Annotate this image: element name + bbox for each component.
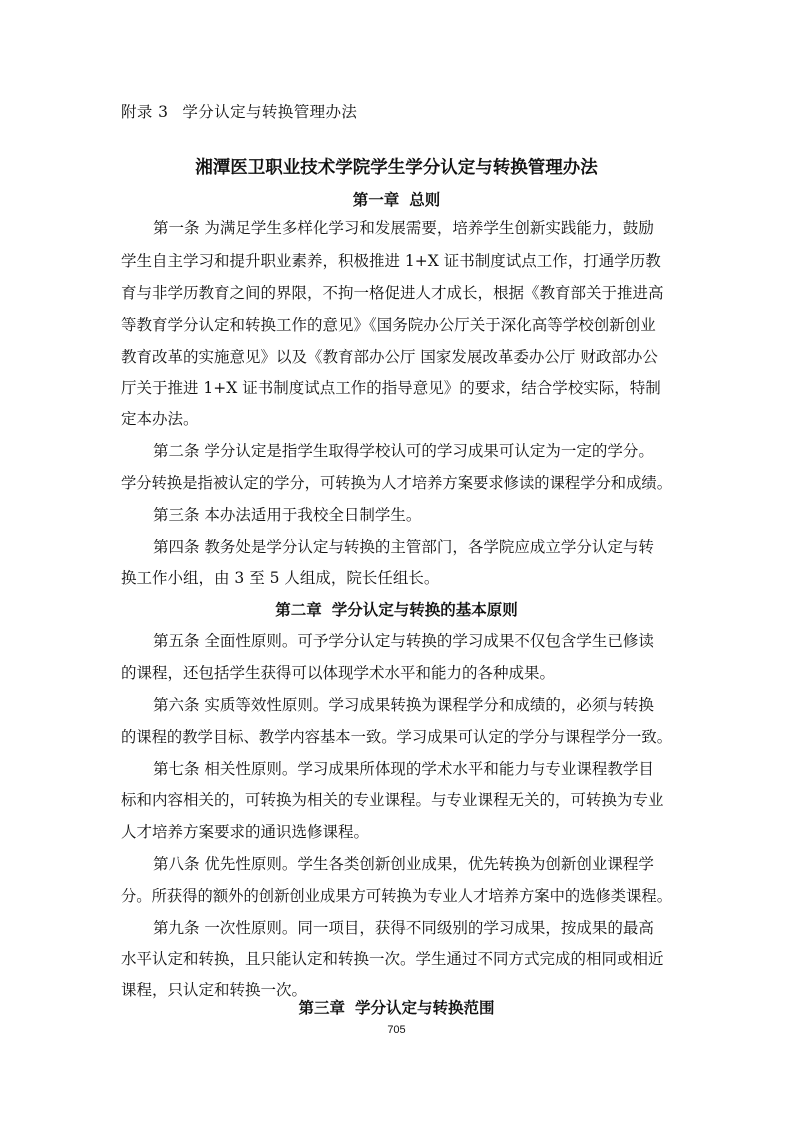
article-3-line-1: 第三条 本办法适用于我校全日制学生。 <box>153 506 422 524</box>
article-9-line-1: 第九条 一次性原则。同一项目，获得不同级别的学习成果，按成果的最高 <box>153 919 654 937</box>
article-6-line-1: 第六条 实质等效性原则。学习成果转换为课程学分和成绩的，必须与转换 <box>153 696 654 714</box>
chapter-heading-2 <box>0 598 793 620</box>
article-1-line-4: 等教育学分认定和转换工作的意见》《国务院办公厅关于深化高等学校创新创业 <box>121 316 656 334</box>
chapter-number: 第二章 <box>275 601 322 619</box>
article-1-line-3: 育与非学历教育之间的界限，不拘一格促进人才成长，根据《教育部关于推进高 <box>121 284 664 302</box>
article-5-line-1: 第五条 全面性原则。可予学分认定与转换的学习成果不仅包含学生已修读 <box>153 632 654 650</box>
chapter-name: 总则 <box>409 191 441 209</box>
article-1-line-5: 教育改革的实施意见》以及《教育部办公厅 国家发展改革委办公厅 财政部办公 <box>121 348 658 366</box>
article-4-line-2: 换工作小组，由 3 至 5 人组成，院长任组长。 <box>121 569 440 587</box>
article-7-line-3: 人才培养方案要求的通识选修课程。 <box>121 823 370 841</box>
article-7-line-2: 标和内容相关的，可转换为相关的专业课程。与专业课程无关的，可转换为专业 <box>121 791 664 809</box>
article-5-line-2: 的课程，还包括学生获得可以体现学术水平和能力的各种成果。 <box>121 664 556 682</box>
article-1-line-2: 学生自主学习和提升职业素养，积极推进 1+X 证书制度试点工作，打通学历教 <box>121 252 661 270</box>
chapter-heading-3 <box>0 996 793 1018</box>
chapter-name: 学分认定与转换范围 <box>355 999 495 1017</box>
article-6-line-2: 的课程的教学目标、教学内容基本一致。学习成果可认定的学分与课程学分一致。 <box>121 728 673 746</box>
chapter-number: 第一章 <box>352 191 400 209</box>
document-title: 湘潭医卫职业技术学院学生学分认定与转换管理办法 <box>195 158 598 178</box>
article-8-line-2: 分。所获得的额外的创新创业成果方可转换为专业人才培养方案中的选修类课程。 <box>121 887 673 905</box>
article-9-line-3: 课程，只认定和转换一次。 <box>121 981 308 999</box>
appendix-label: 附录 3 <box>121 103 169 121</box>
article-1-line-6: 厅关于推进 1+X 证书制度试点工作的指导意见》的要求，结合学校实际，特制 <box>121 379 661 397</box>
article-4-line-1: 第四条 教务处是学分认定与转换的主管部门，各学院应成立学分认定与转 <box>153 538 654 556</box>
article-8-line-1: 第八条 优先性原则。学生各类创新创业成果，优先转换为创新创业课程学 <box>153 855 654 873</box>
chapter-name: 学分认定与转换的基本原则 <box>331 601 518 619</box>
article-1-line-7: 定本办法。 <box>121 410 199 428</box>
page-number: 705 <box>387 1024 406 1036</box>
appendix-text: 学分认定与转换管理办法 <box>182 103 358 121</box>
article-2-line-1: 第二条 学分认定是指学生取得学校认可的学习成果可认定为一定的学分。 <box>153 442 654 460</box>
appendix-heading <box>121 100 357 122</box>
article-9-line-2: 水平认定和转换，且只能认定和转换一次。学生通过不同方式完成的相同或相近 <box>121 950 664 968</box>
chapter-number: 第三章 <box>298 999 345 1017</box>
chapter-heading-1 <box>0 188 793 210</box>
article-2-line-2: 学分转换是指被认定的学分，可转换为人才培养方案要求修读的课程学分和成绩。 <box>121 474 673 492</box>
article-7-line-1: 第七条 相关性原则。学习成果所体现的学术水平和能力与专业课程教学目 <box>153 760 654 778</box>
article-1-line-1: 第一条 为满足学生多样化学习和发展需要，培养学生创新实践能力，鼓励 <box>153 219 654 237</box>
